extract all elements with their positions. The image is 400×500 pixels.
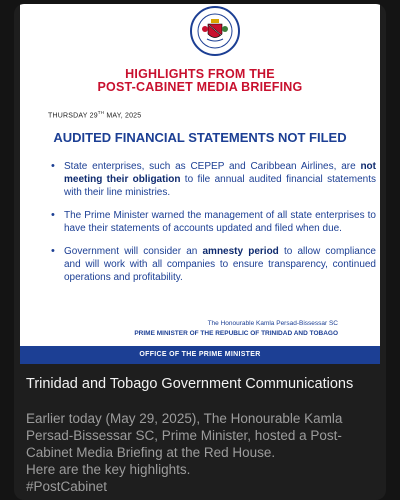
topic-heading: AUDITED FINANCIAL STATEMENTS NOT FILED [53,130,347,145]
highlight-item [51,209,376,235]
office-banner: OFFICE OF THE PRIME MINISTER [20,346,380,364]
signatory-title: PRIME MINISTER OF THE REPUBLIC OF TRINIDAD AND TOBAGO [134,330,338,337]
headline-line-1: HIGHLIGHTS FROM THE [125,67,275,81]
highlights-list [51,160,376,294]
post-text: Here are the key highlights. [26,462,191,477]
highlight-item [51,160,376,199]
highlight-text-bold: amnesty period [202,246,279,257]
date-suffix-ordinal: TH [97,110,105,115]
briefing-flyer-image[interactable] [20,4,380,364]
bullet-dot-icon: • [51,160,55,172]
bullet-dot-icon: • [51,209,55,221]
briefing-date [48,110,141,119]
signatory-name: The Honourable Kamla Persad-Bissessar SC [207,320,338,327]
highlight-text-pre: State enterprises, such as CEPEP and Caribbean Airlines, are [64,161,361,172]
flyer-headline [20,68,380,94]
hashtag-link[interactable]: #PostCabinet [26,479,108,494]
page-name-link[interactable]: Trinidad and Tobago Government Communications [26,376,354,392]
highlight-text-pre: Government will consider an [64,246,203,257]
post-card [14,4,386,500]
headline-line-2: POST-CABINET MEDIA BRIEFING [97,80,303,94]
bullet-dot-icon: • [51,245,55,257]
post-text: Earlier today (May 29, 2025), The Honourable Kamla Persad-Bissessar SC, Prime Minister, hosted a Post-Cabinet Media Briefing at the Red House. [26,411,343,460]
date-suffix: MAY, 2025 [104,112,142,120]
post-description [26,410,376,495]
highlight-text-pre: The Prime Minister warned the management of all state enterprises to have their statements of accounts updated and filed when due. [64,210,376,234]
highlight-text-bold: not meeting their obligation [64,161,376,185]
date-prefix: THURSDAY 29 [48,112,98,120]
highlight-item [51,245,376,284]
highlight-text-post: to allow compliance and will work with all companies to ensure transparency, continued operations and profitability. [64,246,376,283]
highlight-text-post: to file annual audited financial statements with their line ministries. [64,174,376,198]
coat-of-arms-seal-icon [190,6,240,56]
